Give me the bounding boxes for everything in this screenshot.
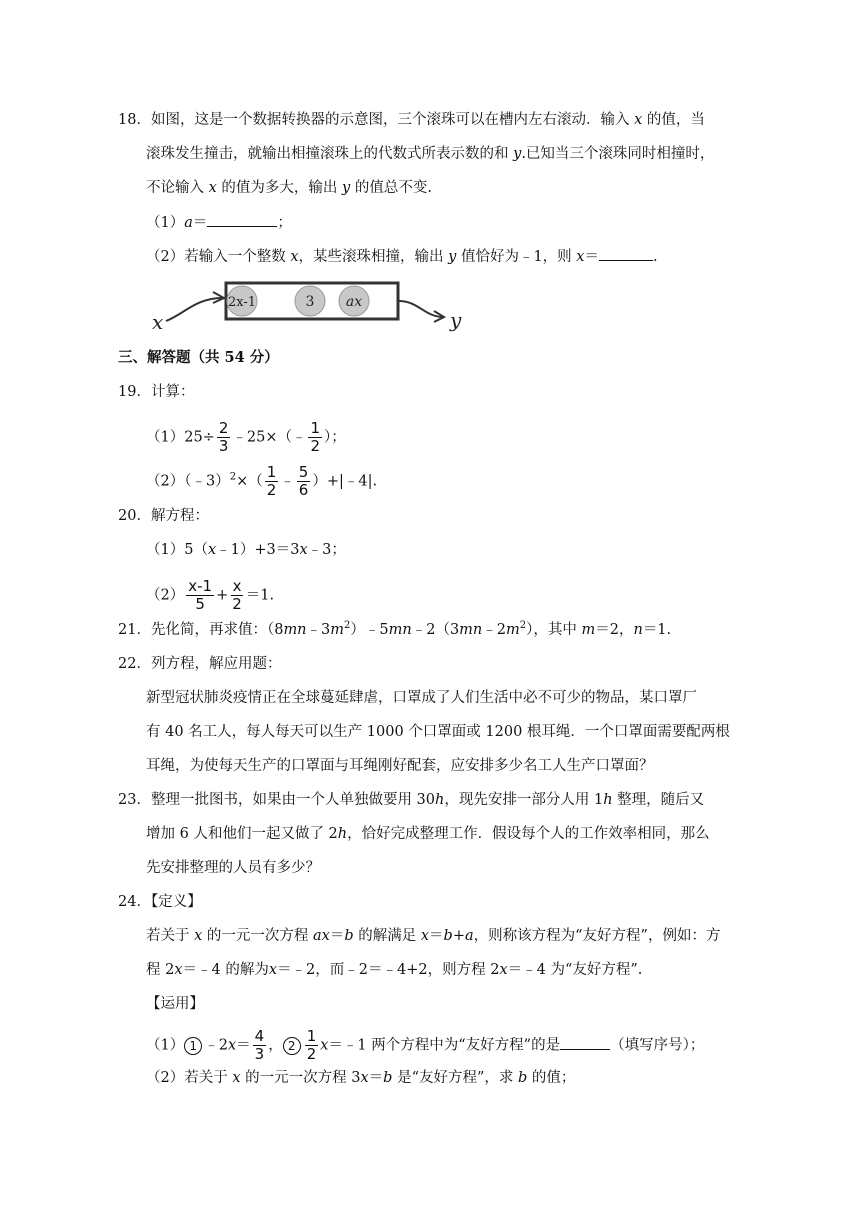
q23-text: 增加 6 人和他们一起又做了 2 [146, 826, 338, 842]
q18-sub1 [146, 212, 292, 233]
q19-text: ）； [324, 429, 346, 446]
answer-blank[interactable] [560, 1035, 610, 1050]
q19-text: （1）25÷ [146, 429, 215, 446]
ball-2-label: 3 [305, 294, 315, 310]
q18-text: 值恰好为﹣1，则 [460, 249, 572, 265]
q21-text: 21．先化简，再求值：（8 [118, 622, 284, 638]
ball-1-label: 2x-1 [227, 295, 257, 310]
fraction [297, 464, 311, 499]
q24-text: ＝﹣4 为“友好方程”. [507, 962, 643, 978]
fraction [265, 464, 279, 499]
var-x: x [320, 1037, 329, 1054]
q24-def-1 [146, 926, 720, 946]
q22-title: 22．列方程，解应用题： [118, 656, 282, 672]
q23-line-1 [118, 790, 704, 810]
q20-text: + [216, 587, 229, 604]
q18-text: 如图，这是一个数据转换器的示意图，三个滚珠可以在槽内左右滚动．输入 [150, 112, 630, 128]
q24-text: ＝ [329, 928, 345, 944]
q24-text: ＝﹣2，而﹣2＝﹣4+2，则方程 2 [277, 962, 500, 978]
q24-text: ，则称该方程为“友好方程”，例如：方 [473, 928, 721, 944]
q24-text: ＝ [236, 1037, 251, 1054]
q24-text: ， [268, 1037, 283, 1054]
var-x: x [268, 962, 278, 978]
q24-text: ＝ [368, 1070, 384, 1086]
q18-number: 18． [118, 112, 151, 128]
var-b: b [383, 1070, 393, 1086]
var-x: x [227, 1037, 237, 1054]
q18-text: ＝ [192, 215, 208, 231]
q18-text: 的值总不变. [354, 180, 432, 196]
numerator: 5 [298, 463, 309, 481]
q23-text: ，现先安排一部分人用 1 [444, 792, 604, 808]
var-x: x [174, 962, 183, 978]
circled-number-2: 2 [283, 1037, 301, 1055]
var-ax: ax [313, 928, 330, 944]
q22-line-1: 新型冠状肺炎疫情正在全球蔓延肆虐，口罩成了人们生活中必不可少的物品，某口罩厂 [146, 690, 697, 706]
var-b: b [518, 1070, 528, 1086]
var-x: x [194, 928, 203, 944]
q24-text: ＝﹣4 的解为 [182, 962, 269, 978]
exponent: 2 [519, 620, 527, 632]
q18-text: （2）若输入一个整数 [146, 249, 286, 265]
var-mn: mn [459, 622, 483, 638]
circled-number-1: 1 [184, 1037, 202, 1055]
var-x: x [360, 1070, 369, 1086]
q18-text: ，某些滚珠相撞，输出 [298, 249, 444, 265]
var-m: m [330, 622, 345, 638]
output-y-label: y [450, 308, 462, 332]
var-b-plus-a: b+a [443, 928, 474, 944]
q20-text: （1）5（ [146, 542, 208, 558]
var-m: m [581, 622, 596, 638]
var-n: n [633, 622, 643, 638]
ball-3-label: ax [345, 294, 363, 310]
numerator: 2 [218, 419, 229, 437]
var-x: x [420, 928, 430, 944]
q18-line-1 [118, 110, 705, 130]
q18-text: 不论输入 [146, 180, 204, 196]
q23-line-3: 先安排整理的人员有多少？ [146, 860, 320, 876]
q19-sub2 [146, 464, 377, 499]
var-h: h [337, 826, 348, 842]
q19-text: （2）（﹣3） [146, 473, 230, 490]
q20-sub2 [146, 578, 274, 613]
q18-text: .已知当三个滚珠同时相撞时， [521, 146, 715, 162]
q23-line-2 [146, 824, 710, 844]
q18-text: ＝ [584, 249, 599, 265]
var-a: a [184, 215, 193, 231]
exponent: 2 [229, 471, 237, 483]
converter-diagram [150, 278, 480, 334]
q23-text: ，恰好完成整理工作．假设每个人的工作效率相同，那么 [347, 826, 710, 842]
var-x: x [290, 249, 299, 265]
denominator: 6 [298, 481, 309, 499]
var-y: y [448, 249, 457, 265]
answer-blank[interactable] [599, 246, 653, 261]
var-y: y [513, 146, 522, 162]
q18-line-2 [146, 144, 714, 164]
var-y: y [342, 180, 351, 196]
numerator: 4 [254, 1027, 265, 1045]
q22-line-2: 有 40 名工人，每人每天可以生产 1000 个口罩面或 1200 根耳绳．一个口罩面需要配两根 [146, 724, 730, 740]
q24-text: 的一元一次方程 3 [245, 1070, 361, 1086]
denominator: 3 [218, 437, 229, 455]
var-x: x [232, 1070, 241, 1086]
q19-text: ﹣ [280, 473, 295, 490]
q21-text: ﹣2 [482, 622, 506, 638]
q20-sub1 [146, 540, 346, 560]
fraction [253, 1028, 267, 1063]
answer-blank[interactable] [207, 212, 277, 227]
var-mn: mn [283, 622, 307, 638]
q21-text: ）﹣5 [350, 622, 389, 638]
sub-label: （1） [146, 215, 185, 231]
q20-title: 20．解方程： [118, 508, 209, 524]
numerator: x [232, 577, 242, 595]
q21-text: ﹣2（3 [411, 622, 460, 638]
numerator: x-1 [188, 577, 213, 595]
q24-apply: 【运用】 [146, 996, 204, 1012]
numerator: 1 [306, 1027, 317, 1045]
input-x-label: x [152, 310, 164, 334]
q24-def-2 [146, 960, 642, 980]
denominator: 3 [254, 1045, 265, 1063]
fraction [186, 578, 214, 613]
q24-text: （1） [146, 1037, 185, 1054]
q22-line-3: 耳绳，为使每天生产的口罩面与耳绳刚好配套，应安排多少名工人生产口罩面？ [146, 758, 654, 774]
fraction [217, 420, 231, 455]
numerator: 1 [266, 463, 277, 481]
q19-sub1 [146, 420, 346, 455]
var-h: h [435, 792, 445, 808]
var-x: x [207, 542, 217, 558]
fraction [308, 420, 322, 455]
var-b: b [344, 928, 354, 944]
q24-title: 24．【定义】 [118, 894, 202, 910]
denominator: 2 [232, 595, 242, 613]
q21-text: ﹣3 [306, 622, 331, 638]
q24-text: 程 2 [146, 962, 175, 978]
var-x: x [576, 249, 585, 265]
q24-sub2 [146, 1068, 575, 1088]
q20-text: （2） [146, 587, 185, 604]
q24-text: （填写序号）； [610, 1037, 705, 1054]
var-x: x [208, 180, 217, 196]
q18-sub2 [146, 246, 658, 267]
q19-text: ×（ [236, 473, 263, 490]
denominator: 2 [306, 1045, 317, 1063]
q23-text: 整理，随后又 [612, 792, 705, 808]
q18-line-3 [146, 178, 432, 198]
q24-text: 的值； [531, 1070, 576, 1086]
q24-text: ＝﹣1 两个方程中为“友好方程”的是 [328, 1037, 561, 1054]
var-x: x [634, 112, 643, 128]
q24-text: ＝ [429, 928, 444, 944]
q19-text: ﹣25×（﹣ [232, 429, 307, 446]
q18-text: 滚珠发生撞击，就输出相撞滚珠上的代数式所表示数的和 [146, 146, 509, 162]
q24-text: 的一元一次方程 [206, 928, 309, 944]
var-h: h [603, 792, 613, 808]
q18-text: 的值，当 [646, 112, 705, 128]
denominator: 2 [310, 437, 321, 455]
fraction [230, 578, 244, 613]
q21-text: ＝1. [642, 622, 672, 638]
var-x: x [299, 542, 308, 558]
q18-text: 的值为多大，输出 [221, 180, 338, 196]
fraction [305, 1028, 319, 1063]
q23-text: 23．整理一批图书，如果由一个人单独做要用 30 [118, 792, 436, 808]
q20-text: ＝1. [245, 587, 275, 604]
q18-text: ； [277, 215, 292, 231]
q21-line [118, 620, 671, 640]
q24-text: 若关于 [146, 928, 190, 944]
q21-text: ），其中 [526, 622, 577, 638]
q20-text: ﹣1）+3＝3 [216, 542, 300, 558]
q24-text: ﹣2 [204, 1037, 228, 1054]
var-m: m [506, 622, 520, 638]
numerator: 1 [310, 419, 321, 437]
var-mn: mn [388, 622, 412, 638]
q19-title: 19．计算： [118, 384, 195, 400]
section-heading: 三、解答题（共 54 分） [118, 349, 279, 366]
q24-text: 的解满足 [358, 928, 417, 944]
input-arrow [166, 298, 222, 321]
output-arrow [399, 301, 442, 317]
q21-text: ＝2， [595, 622, 634, 638]
exponent: 2 [344, 620, 351, 632]
q19-text: ）+|﹣4|. [312, 473, 378, 490]
q24-sub1 [146, 1028, 704, 1063]
q20-text: ﹣3； [307, 542, 346, 558]
q18-text: . [652, 249, 658, 265]
q24-text: （2）若关于 [146, 1070, 228, 1086]
q24-text: 是“友好方程”，求 [397, 1070, 514, 1086]
denominator: 5 [195, 595, 205, 613]
denominator: 2 [266, 481, 277, 499]
var-x: x [499, 962, 508, 978]
